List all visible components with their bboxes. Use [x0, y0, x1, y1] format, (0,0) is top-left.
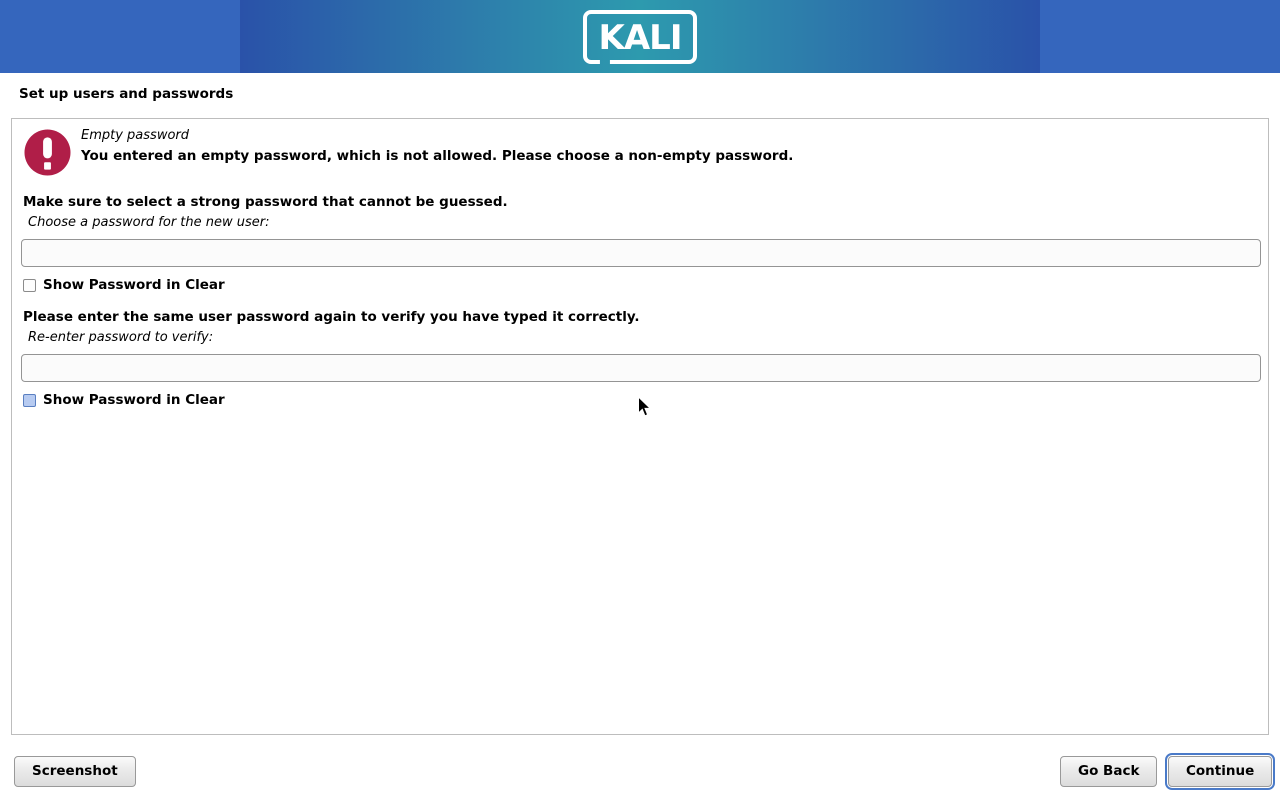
- kali-logo-icon: [583, 9, 697, 65]
- top-banner: [0, 0, 1280, 73]
- error-exclamation-circle-icon: [24, 129, 71, 176]
- password-instruction: Make sure to select a strong password that cannot be guessed.: [23, 194, 508, 210]
- banner-gradient: [240, 0, 1040, 73]
- screenshot-button[interactable]: Screenshot: [14, 756, 136, 787]
- alert-message: You entered an empty password, which is not allowed. Please choose a non-empty password.: [81, 148, 794, 164]
- go-back-button[interactable]: Go Back: [1060, 756, 1157, 787]
- continue-button[interactable]: Continue: [1168, 756, 1272, 787]
- show-password-label-2: Show Password in Clear: [43, 392, 225, 408]
- banner-right-fill: [1040, 0, 1280, 73]
- verify-password-input[interactable]: [21, 354, 1261, 382]
- alert-title: Empty password: [81, 128, 189, 143]
- verify-field-label: Re-enter password to verify:: [28, 330, 214, 345]
- banner-left-fill: [0, 0, 240, 73]
- continue-button-focus-ring: [1165, 753, 1275, 790]
- show-password-label-1: Show Password in Clear: [43, 277, 225, 293]
- show-password-checkbox-row-1[interactable]: [23, 277, 225, 293]
- show-password-checkbox-2[interactable]: [23, 394, 36, 407]
- page-title: Set up users and passwords: [19, 86, 234, 102]
- show-password-checkbox-1[interactable]: [23, 279, 36, 292]
- kali-logo-text: KALI: [598, 17, 682, 58]
- password-field-label: Choose a password for the new user:: [28, 215, 270, 230]
- show-password-checkbox-row-2[interactable]: [23, 392, 225, 408]
- main-content-panel: [11, 118, 1269, 735]
- verify-instruction: Please enter the same user password again to verify you have typed it correctly.: [23, 309, 640, 325]
- password-input[interactable]: [21, 239, 1261, 267]
